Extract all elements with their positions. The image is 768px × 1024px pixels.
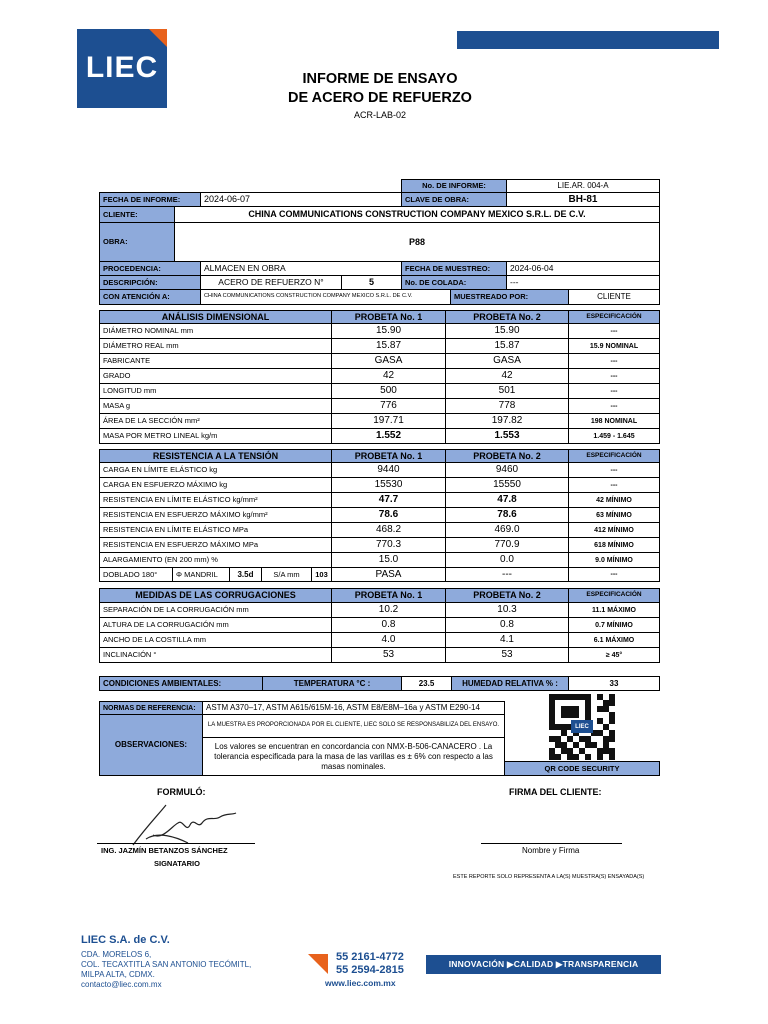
dimensional-row-label: GRADO <box>99 368 332 384</box>
values-banner: INNOVACIÓN ▶CALIDAD ▶TRANSPARENCIA <box>426 955 661 974</box>
atencion-value: CHINA COMMUNICATIONS CONSTRUCTION COMPANY MEXICO S.R.L. DE C.V. <box>200 289 451 305</box>
corrugaciones-row-p2: 53 <box>445 647 569 663</box>
dimensional-row-p2: 1.553 <box>445 428 569 444</box>
dimensional-row-p2: 42 <box>445 368 569 384</box>
dimensional-row-label: DIÁMETRO NOMINAL mm <box>99 323 332 339</box>
procedencia-value: ALMACEN EN OBRA <box>200 261 402 276</box>
qr-code-icon <box>549 694 615 760</box>
tension-row-p2: 15550 <box>445 477 569 493</box>
corrugaciones-p1-header: PROBETA No. 1 <box>331 588 446 603</box>
tension-spec-header: ESPECIFICACIÓN <box>568 449 660 463</box>
dimensional-row-p1: GASA <box>331 353 446 369</box>
corrugaciones-row-p1: 10.2 <box>331 602 446 618</box>
header-bar <box>457 31 719 49</box>
tension-row-label: CARGA EN ESFUERZO MÁXIMO kg <box>99 477 332 493</box>
report-title-line1: INFORME DE ENSAYO <box>302 71 458 87</box>
mandril-value: 3.5d <box>229 567 262 582</box>
tension-row-p1: 15.0 <box>331 552 446 568</box>
nombre-firma-label: Nombre y Firma <box>522 846 580 855</box>
address-line-3: MILPA ALTA, CDMX. <box>81 970 155 979</box>
corrugaciones-row-spec: 11.1 MÁXIMO <box>568 602 660 618</box>
dimensional-row-spec: 198 NOMINAL <box>568 413 660 429</box>
qr-code <box>504 692 660 762</box>
tension-row-p2: 469.0 <box>445 522 569 538</box>
tension-row-p1: 78.6 <box>331 507 446 523</box>
tension-p2-header: PROBETA No. 2 <box>445 449 569 463</box>
corrugaciones-row-p1: 53 <box>331 647 446 663</box>
corrugaciones-row-spec: ≥ 45° <box>568 647 660 663</box>
client-signature-line <box>481 843 622 844</box>
dimensional-row-p1: 15.90 <box>331 323 446 339</box>
tension-row-p2: 47.8 <box>445 492 569 508</box>
arrow-icon <box>308 954 328 974</box>
temperatura-label: TEMPERATURA °C : <box>262 676 402 691</box>
observacion-2: Los valores se encuentran en concordancia con NMX-B-506-CANACERO . La tolerancia especificada para la masa de las varillas es ± 6% con respecto a las masas nominales. <box>202 737 505 776</box>
dimensional-row-label: MASA g <box>99 398 332 414</box>
corrugaciones-row-p2: 0.8 <box>445 617 569 633</box>
fecha-muestreo-label: FECHA DE MUESTREO: <box>401 261 507 276</box>
tension-row-p2: 0.0 <box>445 552 569 568</box>
tension-row-spec: 412 MÍNIMO <box>568 522 660 538</box>
dimensional-row-spec: 15.9 NOMINAL <box>568 338 660 354</box>
tension-row-label: RESISTENCIA EN LÍMITE ELÁSTICO kg/mm² <box>99 492 332 508</box>
obra-value: P88 <box>174 222 660 262</box>
dimensional-row-p1: 15.87 <box>331 338 446 354</box>
corrugaciones-row-p2: 4.1 <box>445 632 569 648</box>
dimensional-row-p2: 15.90 <box>445 323 569 339</box>
tension-row-label: CARGA EN LÍMITE ELÁSTICO kg <box>99 462 332 478</box>
dimensional-row-label: FABRICANTE <box>99 353 332 369</box>
humedad-value: 33 <box>568 676 660 691</box>
footer-website[interactable]: www.liec.com.mx <box>325 978 396 988</box>
tension-row-spec: 618 MÍNIMO <box>568 537 660 553</box>
dimensional-row-label: MASA POR METRO LINEAL kg/m <box>99 428 332 444</box>
fecha-informe-label: FECHA DE INFORME: <box>99 192 201 207</box>
tension-row-p1: 15530 <box>331 477 446 493</box>
ambiente-label: CONDICIONES AMBIENTALES: <box>99 676 263 691</box>
dimensional-row-p1: 42 <box>331 368 446 384</box>
tension-row-p1: 468.2 <box>331 522 446 538</box>
qr-badge: LIEC <box>571 720 593 733</box>
descripcion-label: DESCRIPCIÓN: <box>99 275 201 290</box>
corrugaciones-p2-header: PROBETA No. 2 <box>445 588 569 603</box>
report-code: ACR-LAB-02 <box>353 110 407 120</box>
tension-row-p2: 78.6 <box>445 507 569 523</box>
cliente-label: CLIENTE: <box>99 206 175 223</box>
doblado-p1: PASA <box>331 567 446 582</box>
tension-row-p1: 9440 <box>331 462 446 478</box>
atencion-label: CON ATENCIÓN A: <box>99 289 201 305</box>
address-line-2: COL. TECAXTITLA SAN ANTONIO TECÓMITL, <box>81 960 252 969</box>
corrugaciones-row-label: ANCHO DE LA COSTILLA mm <box>99 632 332 648</box>
corrugaciones-row-spec: 0.7 MÍNIMO <box>568 617 660 633</box>
fecha-informe-value: 2024-06-07 <box>200 192 402 207</box>
doblado-label: DOBLADO 180° <box>99 567 173 582</box>
no-colada-label: No. DE COLADA: <box>401 275 507 290</box>
phone-2[interactable]: 55 2594-2815 <box>336 964 404 977</box>
tension-row-label: ALARGAMIENTO (EN 200 mm) % <box>99 552 332 568</box>
tension-row-p2: 9460 <box>445 462 569 478</box>
corrugaciones-row-p2: 10.3 <box>445 602 569 618</box>
no-informe-label: No. DE INFORME: <box>401 179 507 193</box>
dimensional-row-spec: --- <box>568 383 660 399</box>
dimensional-spec-header: ESPECIFICACIÓN <box>568 310 660 324</box>
mandril-label: Φ MANDRIL <box>172 567 230 582</box>
no-colada-value: --- <box>506 275 660 290</box>
doblado-p2: --- <box>445 567 569 582</box>
muestreado-label: MUESTREADO POR: <box>450 289 569 305</box>
footer-email[interactable]: contacto@liec.com.mx <box>81 980 162 989</box>
dimensional-row-p1: 776 <box>331 398 446 414</box>
tension-row-spec: --- <box>568 462 660 478</box>
dimensional-row-spec: --- <box>568 398 660 414</box>
observaciones-label: OBSERVACIONES: <box>99 714 203 776</box>
dimensional-header: ANÁLISIS DIMENSIONAL <box>99 310 332 324</box>
tension-row-p2: 770.9 <box>445 537 569 553</box>
liec-logo <box>77 29 167 108</box>
tension-row-label: RESISTENCIA EN ESFUERZO MÁXIMO kg/mm² <box>99 507 332 523</box>
tension-p1-header: PROBETA No. 1 <box>331 449 446 463</box>
corrugaciones-row-p1: 0.8 <box>331 617 446 633</box>
signature-icon <box>128 795 238 853</box>
corrugaciones-header: MEDIDAS DE LAS CORRUGACIONES <box>99 588 332 603</box>
tension-row-spec: --- <box>568 477 660 493</box>
normas-label: NORMAS DE REFERENCIA: <box>99 701 203 715</box>
tension-row-spec: 42 MÍNIMO <box>568 492 660 508</box>
dimensional-row-label: DIÁMETRO REAL mm <box>99 338 332 354</box>
corrugaciones-row-label: SEPARACIÓN DE LA CORRUGACIÓN mm <box>99 602 332 618</box>
sa-value: 103 <box>311 567 332 582</box>
phone-1[interactable]: 55 2161-4772 <box>336 951 404 963</box>
dimensional-row-p2: 15.87 <box>445 338 569 354</box>
tension-row-label: RESISTENCIA EN LÍMITE ELÁSTICO MPa <box>99 522 332 538</box>
fecha-muestreo-value: 2024-06-04 <box>506 261 660 276</box>
footer-phones <box>336 951 404 977</box>
signatario-name: ING. JAZMÍN BETANZOS SÁNCHEZ <box>101 846 228 855</box>
dimensional-row-spec: 1.459 - 1.645 <box>568 428 660 444</box>
reporte-nota: ESTE REPORTE SOLO REPRESENTA A LA(S) MUESTRA(S) ENSAYADA(S) <box>453 874 645 880</box>
tension-row-spec: 9.0 MÍNIMO <box>568 552 660 568</box>
corrugaciones-row-p1: 4.0 <box>331 632 446 648</box>
dimensional-p2-header: PROBETA No. 2 <box>445 310 569 324</box>
clave-obra-value: BH-81 <box>506 192 660 207</box>
formulo-label: FORMULÓ: <box>157 787 206 797</box>
dimensional-row-p2: GASA <box>445 353 569 369</box>
temperatura-value: 23.5 <box>401 676 452 691</box>
dimensional-row-label: ÁREA DE LA SECCIÓN mm² <box>99 413 332 429</box>
signature-line <box>97 843 255 844</box>
dimensional-row-p1: 197.71 <box>331 413 446 429</box>
clave-obra-label: CLAVE DE OBRA: <box>401 192 507 207</box>
sa-label: S/A mm <box>261 567 312 582</box>
dimensional-row-p1: 1.552 <box>331 428 446 444</box>
descripcion-number: 5 <box>341 275 402 290</box>
firma-cliente-label: FIRMA DEL CLIENTE: <box>509 787 602 797</box>
dimensional-row-p2: 197.82 <box>445 413 569 429</box>
observacion-1: LA MUESTRA ES PROPORCIONADA POR EL CLIENTE, LIEC SOLO SE RESPONSABILIZA DEL ENSAYO. <box>202 714 505 738</box>
tension-header: RESISTENCIA A LA TENSIÓN <box>99 449 332 463</box>
normas-value: ASTM A370–17, ASTM A615/615M-16, ASTM E8/E8M–16a y ASTM E290-14 <box>202 701 505 715</box>
dimensional-row-spec: --- <box>568 353 660 369</box>
qr-label: QR CODE SECURITY <box>504 761 660 776</box>
tension-row-spec: 63 MÍNIMO <box>568 507 660 523</box>
humedad-label: HUMEDAD RELATIVA % : <box>451 676 569 691</box>
obra-label: OBRA: <box>99 222 175 262</box>
dimensional-row-p2: 501 <box>445 383 569 399</box>
corrugaciones-row-label: INCLINACIÓN ° <box>99 647 332 663</box>
address-line-1: CDA. MORELOS 6, <box>81 950 152 959</box>
corrugaciones-spec-header: ESPECIFICACIÓN <box>568 588 660 603</box>
tension-row-label: RESISTENCIA EN ESFUERZO MÁXIMO MPa <box>99 537 332 553</box>
cliente-value: CHINA COMMUNICATIONS CONSTRUCTION COMPANY MEXICO S.R.L. DE C.V. <box>174 206 660 223</box>
dimensional-p1-header: PROBETA No. 1 <box>331 310 446 324</box>
footer-company: LIEC S.A. de C.V. <box>81 934 170 946</box>
dimensional-row-spec: --- <box>568 368 660 384</box>
dimensional-row-p1: 500 <box>331 383 446 399</box>
muestreado-value: CLIENTE <box>568 289 660 305</box>
dimensional-row-label: LONGITUD mm <box>99 383 332 399</box>
dimensional-row-p2: 778 <box>445 398 569 414</box>
procedencia-label: PROCEDENCIA: <box>99 261 201 276</box>
tension-row-p1: 47.7 <box>331 492 446 508</box>
descripcion-value: ACERO DE REFUERZO N° <box>200 275 342 290</box>
logo-text: LIEC <box>85 51 159 84</box>
logo-corner-icon <box>149 29 167 47</box>
dimensional-row-spec: --- <box>568 323 660 339</box>
doblado-spec: --- <box>568 567 660 582</box>
no-informe-value: LIE.AR. 004-A <box>506 179 660 193</box>
corrugaciones-row-spec: 6.1 MÁXIMO <box>568 632 660 648</box>
signatario-title: SIGNATARIO <box>154 859 200 868</box>
footer-address <box>81 950 251 990</box>
corrugaciones-row-label: ALTURA DE LA CORRUGACIÓN mm <box>99 617 332 633</box>
report-title-line2: DE ACERO DE REFUERZO <box>288 90 472 106</box>
tension-row-p1: 770.3 <box>331 537 446 553</box>
